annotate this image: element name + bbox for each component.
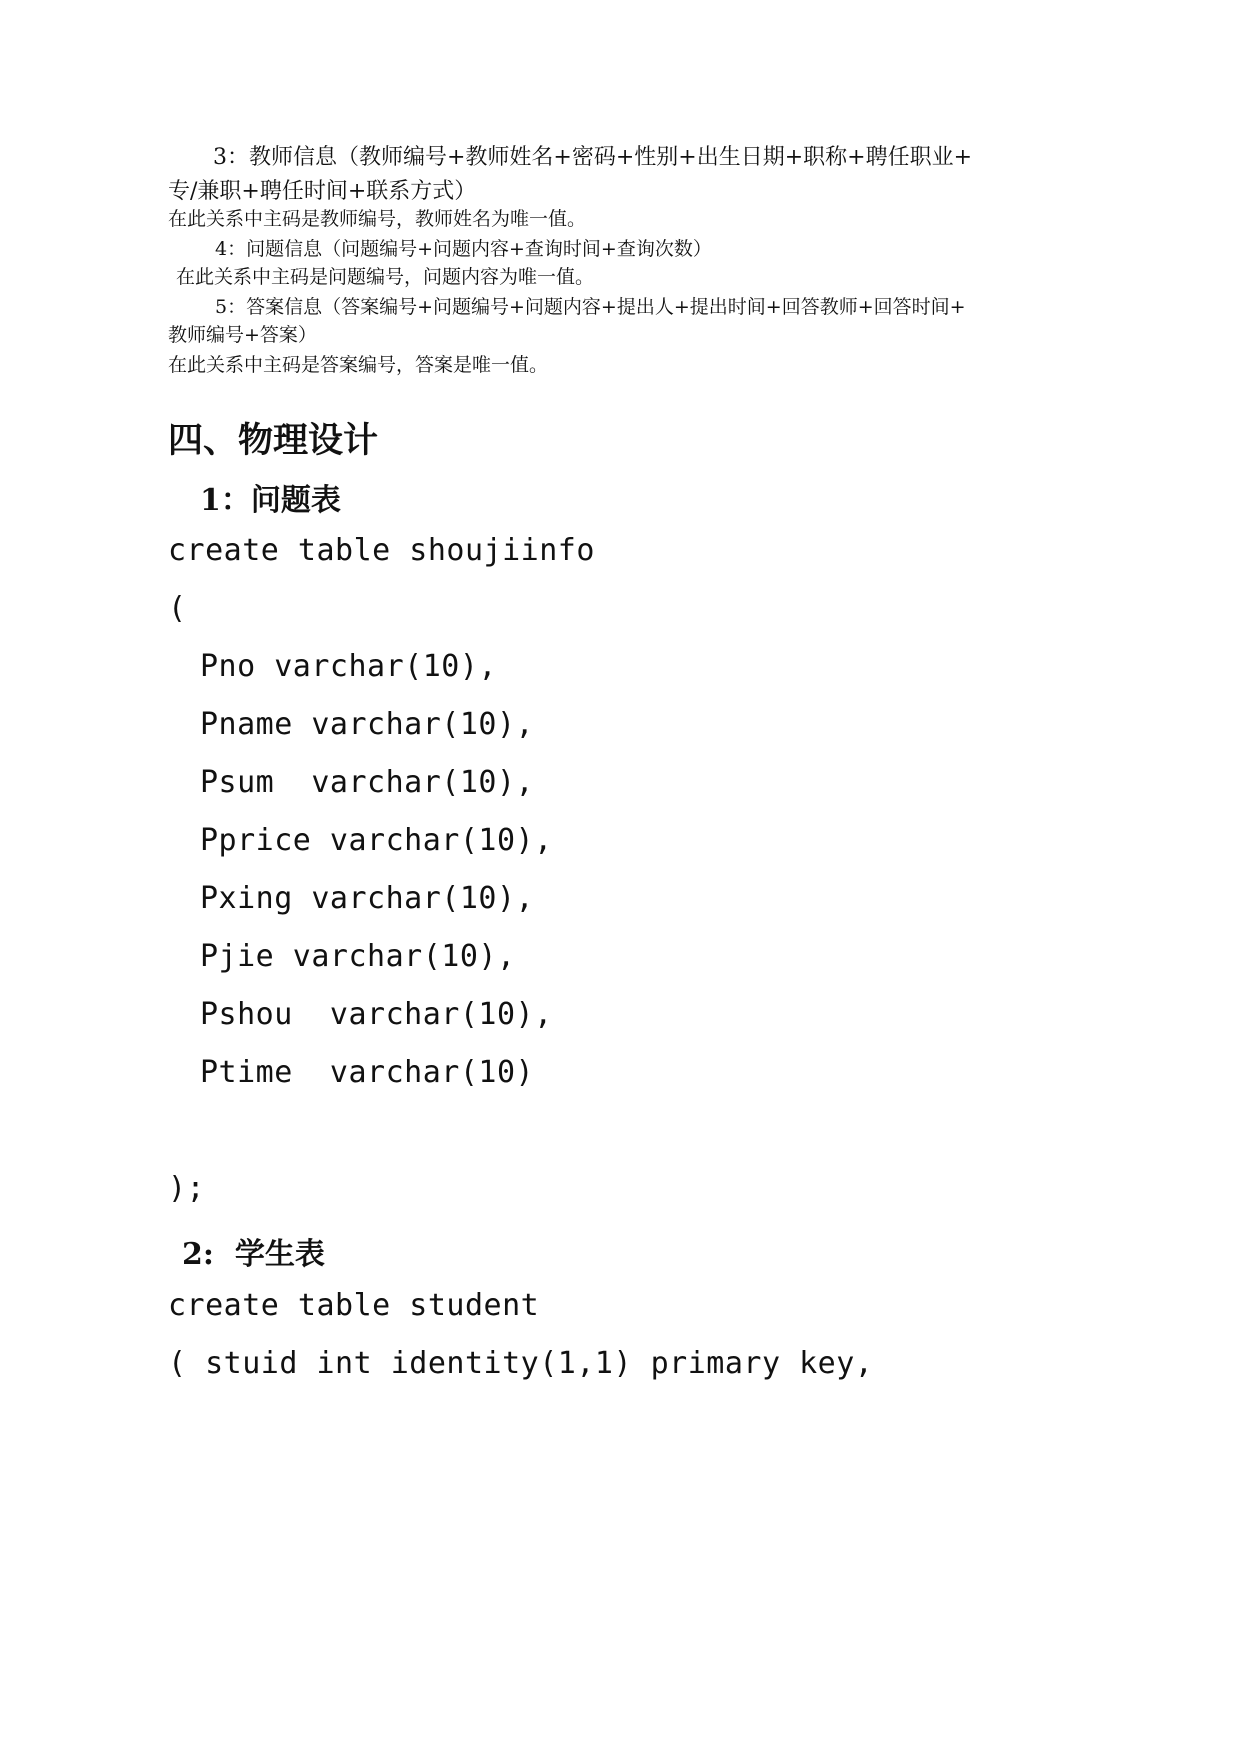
table1-column: Pjie varchar(10), — [200, 939, 516, 974]
table2-first-column: ( stuid int identity(1,1) primary key, — [168, 1346, 874, 1381]
answer-info-note: 在此关系中主码是答案编号，答案是唯一值。 — [168, 354, 549, 376]
table1-column: Pxing varchar(10), — [200, 881, 535, 916]
table1-column: Psum varchar(10), — [200, 765, 535, 800]
table1-column: Pno varchar(10), — [200, 649, 497, 684]
table1-heading: 1：问题表 — [200, 483, 341, 518]
section-title: 四、物理设计 — [168, 420, 379, 461]
table1-column: Pprice varchar(10), — [200, 823, 553, 858]
table1-column: Ptime varchar(10) — [200, 1055, 535, 1090]
table1-column: Pname varchar(10), — [200, 707, 535, 742]
question-info-note: 在此关系中主码是问题编号，问题内容为唯一值。 — [170, 266, 595, 288]
teacher-info-note: 在此关系中主码是教师编号，教师姓名为唯一值。 — [168, 208, 587, 230]
answer-info-line-2: 教师编号+答案） — [168, 324, 317, 346]
table1-create-statement: create table shoujiinfo — [168, 533, 595, 568]
table1-column: Pshou varchar(10), — [200, 997, 553, 1032]
answer-info-line-1: 5：答案信息（答案编号+问题编号+问题内容+提出人+提出时间+回答教师+回答时间+ — [215, 296, 966, 318]
teacher-info-line-1: 3：教师信息（教师编号+教师姓名+密码+性别+出生日期+职称+聘任职业+ — [213, 145, 973, 170]
table1-open-paren: ( — [168, 591, 187, 626]
teacher-info-line-2: 专/兼职+聘任时间+联系方式） — [168, 179, 477, 204]
table1-close-paren: ); — [168, 1171, 206, 1206]
table2-heading: 2: 学生表 — [182, 1237, 325, 1272]
question-info-line: 4：问题信息（问题编号+问题内容+查询时间+查询次数） — [215, 238, 712, 260]
table2-create-statement: create table student — [168, 1288, 540, 1323]
